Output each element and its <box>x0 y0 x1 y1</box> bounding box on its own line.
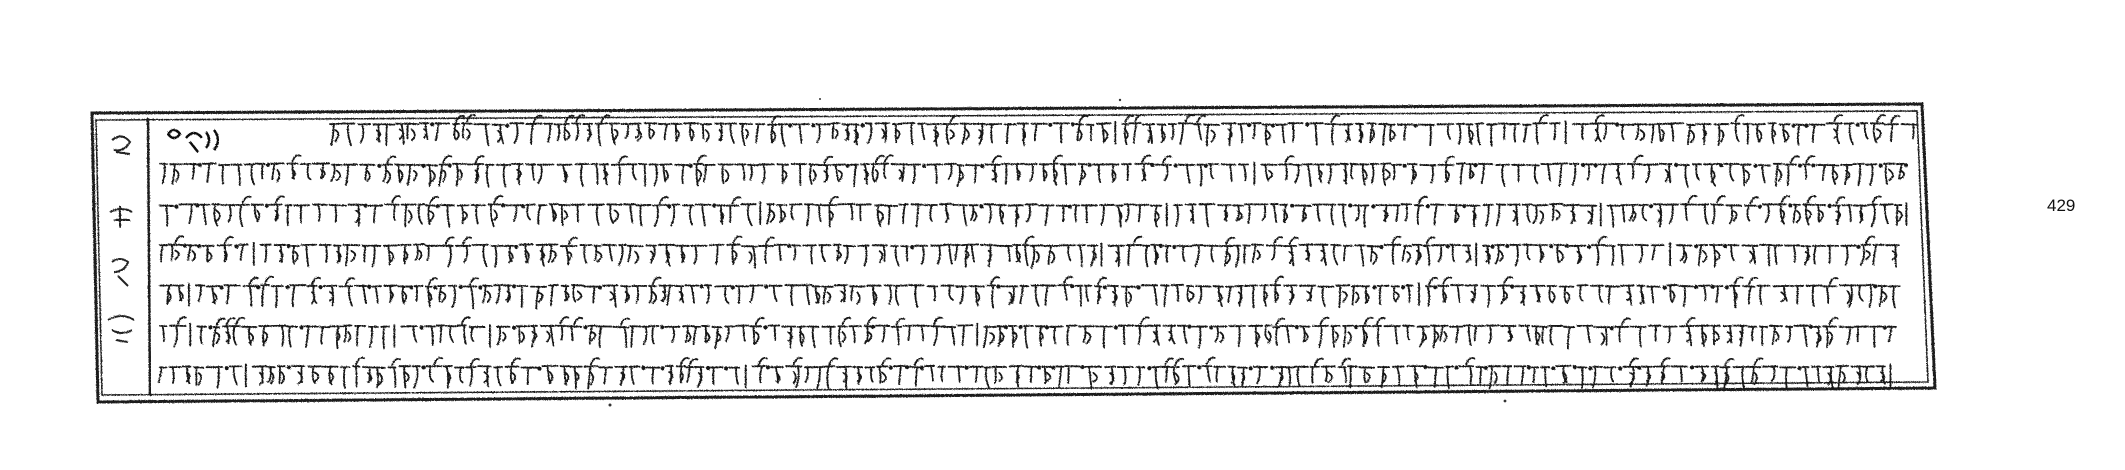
text-line-4 <box>160 236 1899 267</box>
left-margin-column <box>108 118 150 396</box>
text-line-7 <box>159 358 1891 389</box>
text-line-5 <box>160 277 1900 309</box>
text-line-1 <box>330 115 1916 146</box>
text-line-3 <box>160 196 1906 227</box>
text-line-6 <box>160 317 1896 348</box>
text-line-2 <box>160 155 1908 187</box>
tibetan-text-body <box>159 115 1917 389</box>
folio-outer-border <box>92 104 1935 402</box>
opening-yig-mgo-mark <box>168 130 218 152</box>
margin-label-glyphs <box>108 136 134 342</box>
page-number: 429 <box>2047 196 2076 215</box>
